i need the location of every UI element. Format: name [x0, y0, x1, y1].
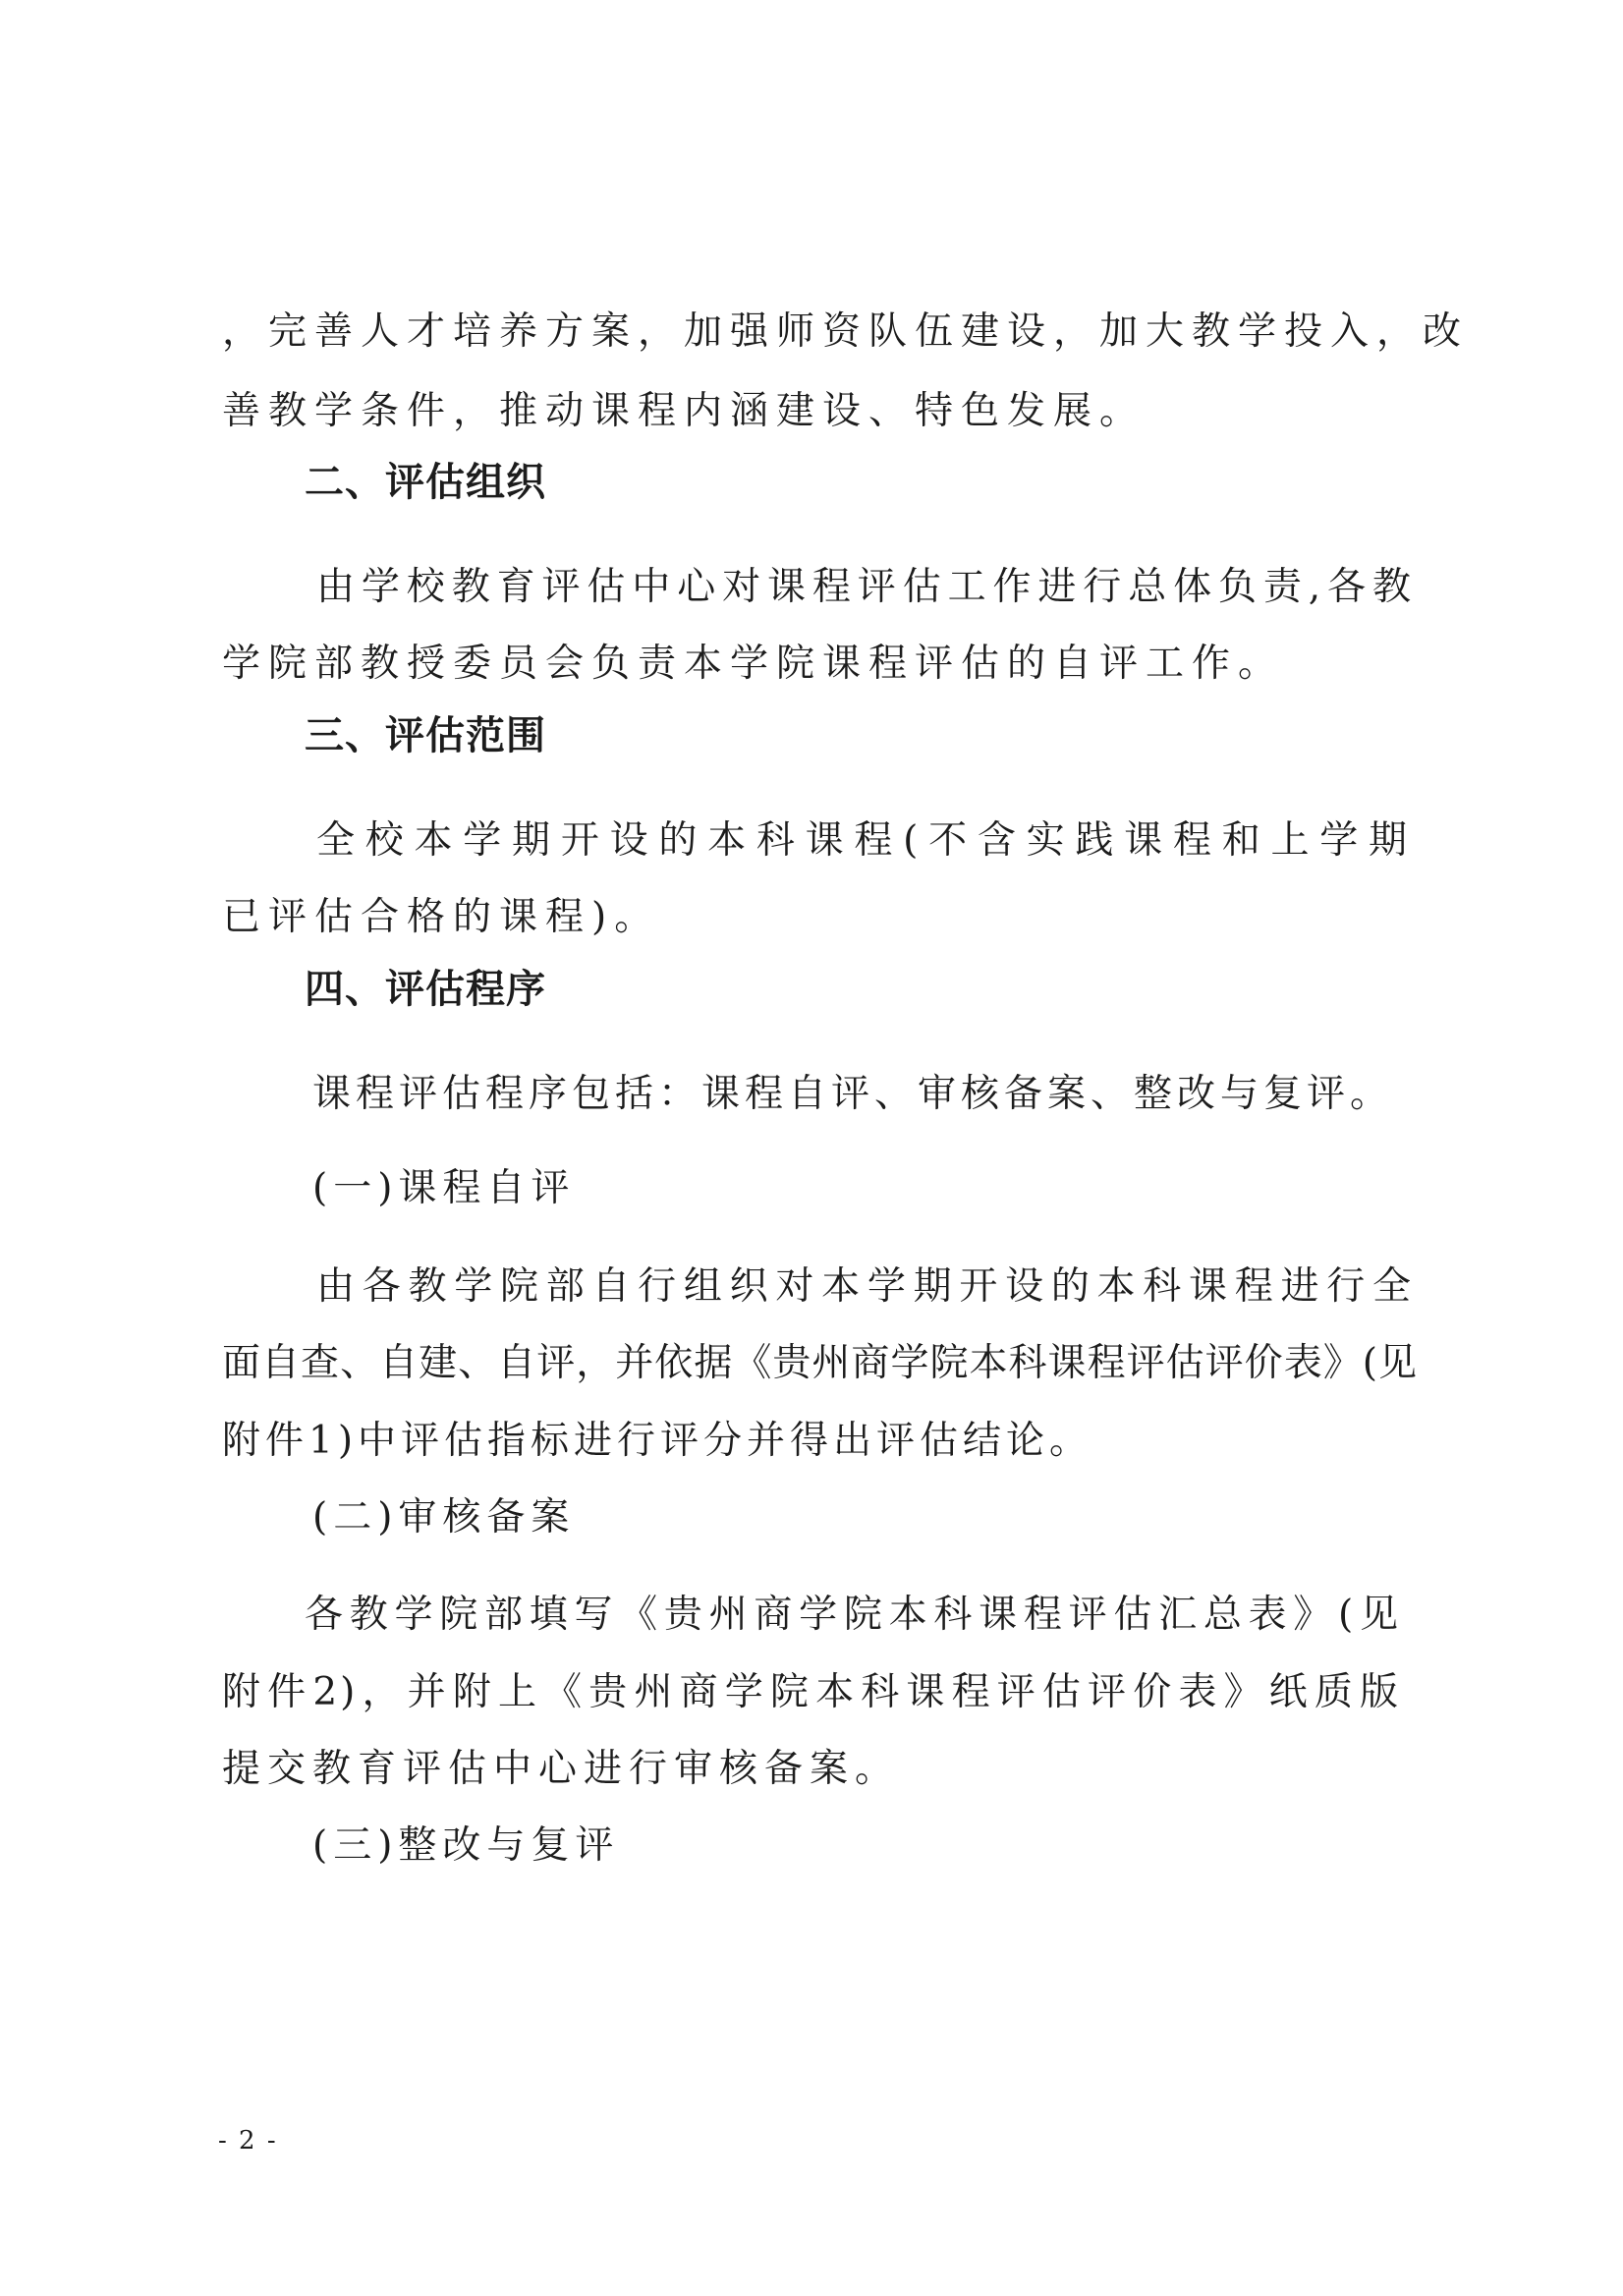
- heading-evaluation-organization: 二、评估组织: [305, 460, 546, 505]
- body-line-6: 已评估合格的课程)。: [222, 895, 661, 939]
- body-line-12: 附件2)，并附上《贵州商学院本科课程评估评价表》纸质版: [222, 1670, 1401, 1714]
- subheading-rectification-re-evaluation: (三)整改与复评: [312, 1823, 620, 1868]
- page-number: - 2 -: [218, 2126, 278, 2156]
- body-line-2: 善教学条件，推动课程内涵建设、特色发展。: [222, 389, 1147, 433]
- body-line-11: 各教学院部填写《贵州商学院本科课程评估汇总表》(见: [305, 1593, 1401, 1637]
- subheading-review-filing: (二)审核备案: [312, 1495, 576, 1540]
- body-line-8: 由各教学院部自行组织对本学期开设的本科课程进行全: [316, 1264, 1417, 1309]
- heading-evaluation-scope: 三、评估范围: [305, 713, 546, 758]
- body-line-4: 学院部教授委员会负责本学院课程评估的自评工作。: [222, 642, 1285, 686]
- body-line-1: ，完善人才培养方案，加强师资队伍建设，加大教学投入，改: [222, 309, 1470, 354]
- body-line-7: 课程评估程序包括：课程自评、审核备案、整改与复评。: [312, 1072, 1394, 1116]
- subheading-course-self-evaluation: (一)课程自评: [312, 1166, 576, 1210]
- body-line-3: 由学校教育评估中心对课程评估工作进行总体负责,各教: [316, 565, 1417, 609]
- body-line-10: 附件1)中评估指标进行评分并得出评估结论。: [222, 1419, 1093, 1463]
- body-line-13: 提交教育评估中心进行审核备案。: [222, 1747, 901, 1791]
- heading-evaluation-procedure: 四、评估程序: [305, 967, 546, 1012]
- body-line-9: 面自查、自建、自评，并依据《贵州商学院本科课程评估评价表》(见: [222, 1341, 1417, 1385]
- body-line-5: 全校本学期开设的本科课程(不含实践课程和上学期: [316, 818, 1417, 863]
